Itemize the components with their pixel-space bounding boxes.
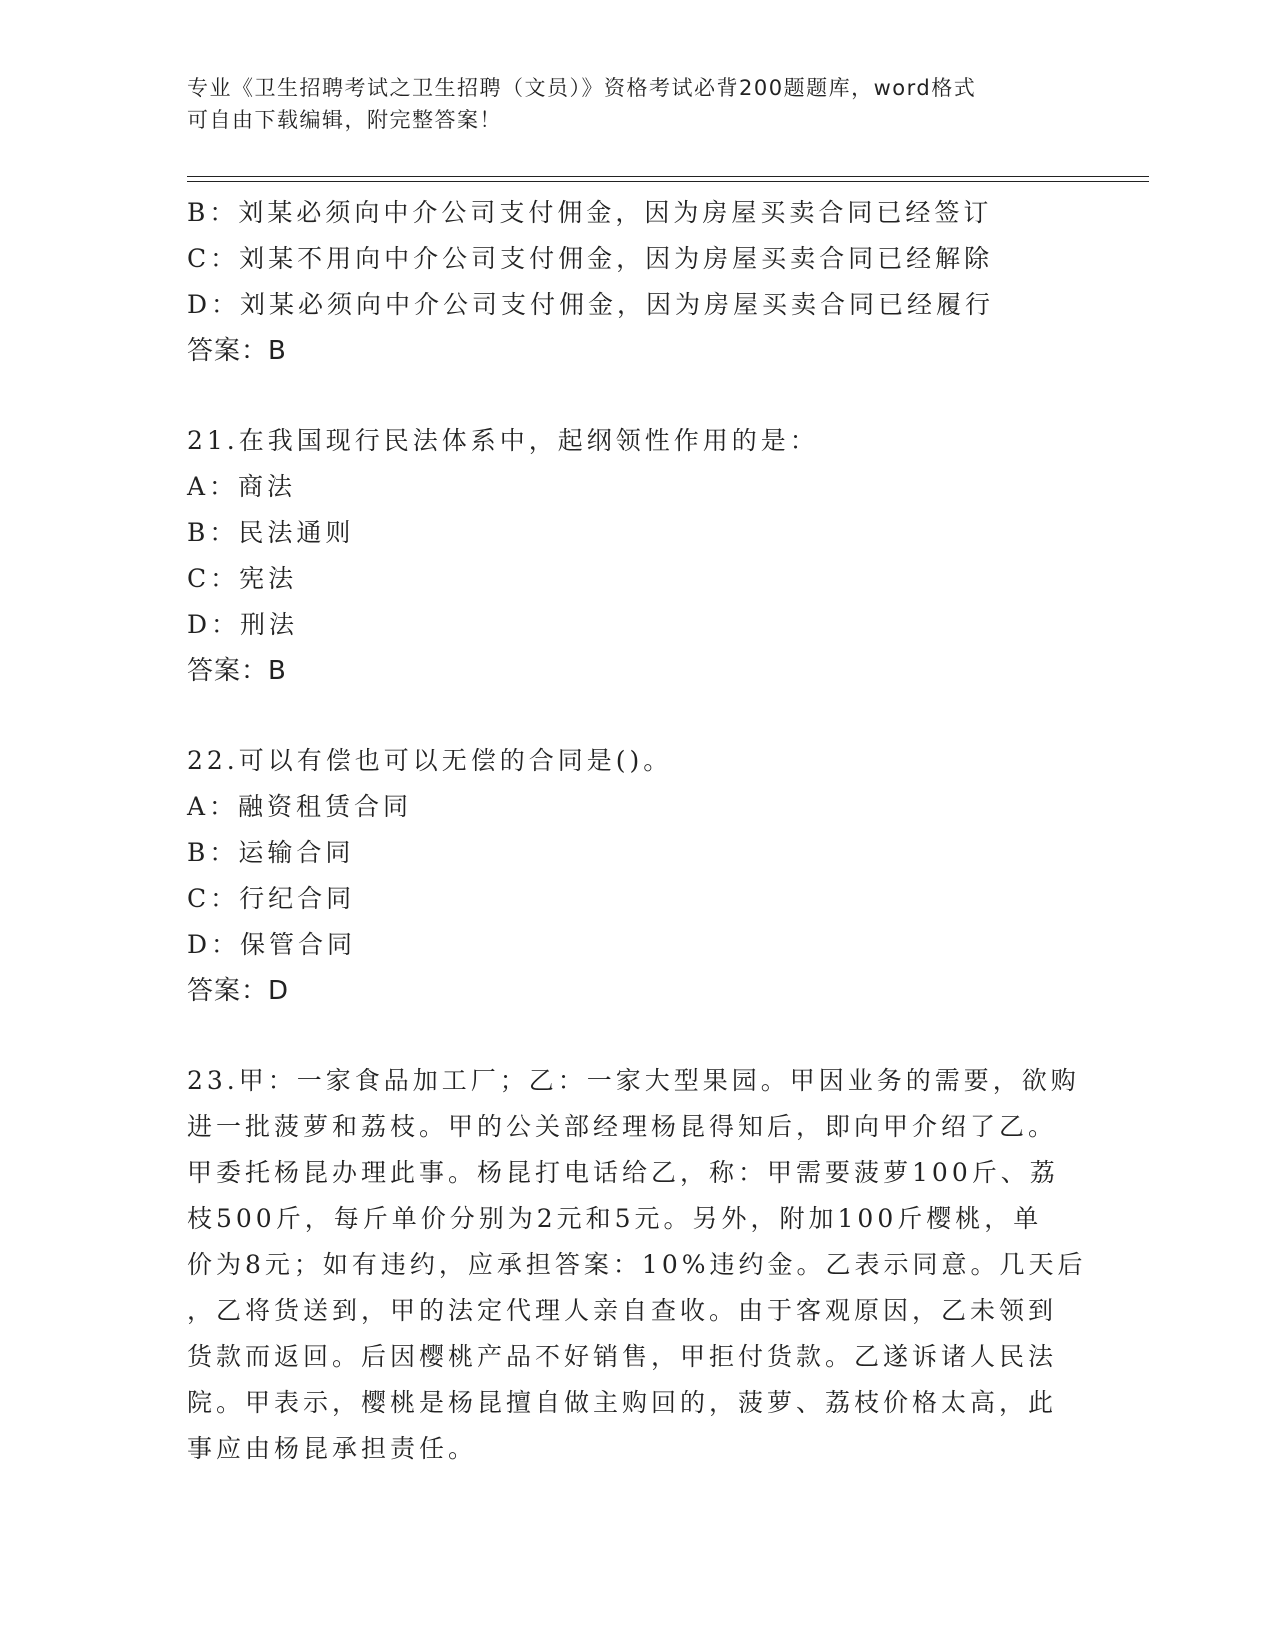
option-d: D：刘某必须向中介公司支付佣金，因为房屋买卖合同已经履行: [187, 290, 995, 319]
question-23-line: 进一批菠萝和荔枝。甲的公关部经理杨昆得知后，即向甲介绍了乙。: [187, 1112, 1058, 1141]
header-line-1: 专业《卫生招聘考试之卫生招聘（文员）》资格考试必背200题题库，word格式: [187, 76, 977, 100]
option-c: C：刘某不用向中介公司支付佣金，因为房屋买卖合同已经解除: [187, 244, 994, 273]
option-b: B：民法通则: [187, 518, 355, 547]
option-d: D：刑法: [187, 610, 299, 639]
question-23-line: 事应由杨昆承担责任。: [187, 1434, 478, 1463]
option-c: C：宪法: [187, 564, 298, 593]
question-23-line: 甲委托杨昆办理此事。杨昆打电话给乙，称：甲需要菠萝100斤、荔: [187, 1158, 1059, 1187]
answer-label: 答案：B: [187, 336, 287, 366]
question-23-line: 枝500斤，每斤单价分别为2元和5元。另外，附加100斤樱桃，单: [187, 1204, 1043, 1233]
option-a: A：商法: [187, 472, 297, 501]
question-23-line: 价为8元；如有违约，应承担答案：10%违约金。乙表示同意。几天后: [187, 1250, 1087, 1279]
option-b: B：刘某必须向中介公司支付佣金，因为房屋买卖合同已经签订: [187, 198, 993, 227]
option-c: C：行纪合同: [187, 884, 356, 913]
question-21-block: [187, 418, 1067, 694]
header-rule-bottom: [187, 181, 1149, 182]
question-22-text: 22.可以有偿也可以无偿的合同是()。: [187, 746, 673, 775]
answer-label: 答案：D: [187, 976, 290, 1006]
option-b: B：运输合同: [187, 838, 355, 867]
document-content: [187, 190, 1087, 1472]
question-23-line: ，乙将货送到，甲的法定代理人亲自查收。由于客观原因，乙未领到: [187, 1296, 1058, 1325]
header-line-2: 可自由下载编辑，附完整答案！: [187, 108, 502, 132]
question-23-line: 院。甲表示，樱桃是杨昆擅自做主购回的，菠萝、荔枝价格太高，此: [187, 1388, 1058, 1417]
question-23-line: 货款而返回。后因樱桃产品不好销售，甲拒付货款。乙遂诉诸人民法: [187, 1342, 1058, 1371]
option-d: D：保管合同: [187, 930, 357, 959]
question-21-text: 21.在我国现行民法体系中，起纲领性作用的是：: [187, 426, 819, 455]
question-23-line: 23.甲：一家食品加工厂；乙：一家大型果园。甲因业务的需要，欲购: [187, 1066, 1080, 1095]
header-rule-top: [187, 176, 1149, 177]
question-23-block: [187, 1058, 1087, 1472]
option-a: A：融资租赁合同: [187, 792, 413, 821]
question-22-block: [187, 738, 1067, 1014]
answer-label: 答案：B: [187, 656, 287, 686]
document-header: [187, 72, 1067, 136]
prev-question-block: [187, 190, 1067, 374]
